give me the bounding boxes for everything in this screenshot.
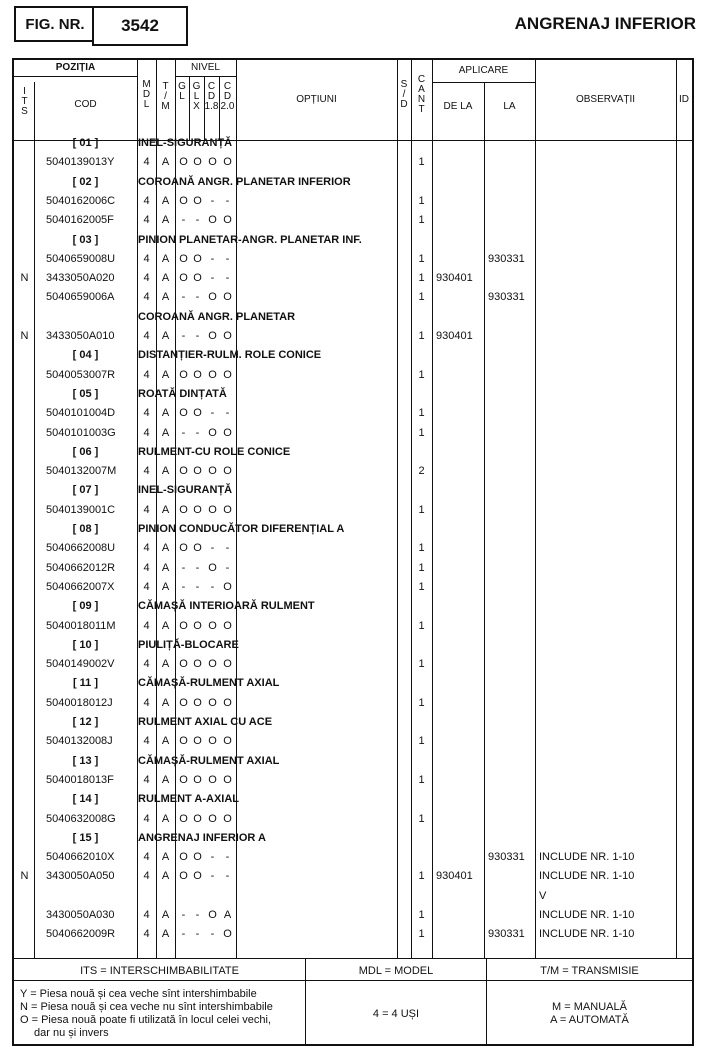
grid-vline: [432, 60, 433, 958]
part-code: 5040139013Y: [46, 156, 115, 169]
level-mark: O: [223, 503, 232, 516]
cant-value: 1: [418, 407, 425, 420]
part-code: 5040132007M: [46, 465, 117, 478]
tm-value: A: [161, 909, 170, 921]
mdl-value: 4: [143, 426, 150, 439]
level-mark: O: [223, 291, 232, 304]
part-code: 3433050A020: [46, 272, 115, 285]
col-nivel-4: C D 2.0: [220, 81, 235, 112]
tm-value: A: [161, 252, 170, 265]
observation-value: INCLUDE NR. 1-10: [539, 851, 635, 864]
mdl-value: 4: [143, 696, 150, 709]
level-mark: -: [225, 870, 230, 883]
tm-value: A: [161, 368, 170, 381]
option-label: COROANĂ ANGR. PLANETAR INFERIOR: [138, 175, 351, 188]
col-optiuni: OPȚIUNI: [296, 94, 337, 105]
mdl-value: 4: [143, 272, 150, 285]
cant-value: 1: [418, 291, 425, 304]
grid-hline: [14, 76, 137, 77]
tm-value: A: [161, 696, 170, 709]
observation-value: INCLUDE NR. 1-10: [539, 870, 635, 883]
level-mark: -: [195, 214, 200, 227]
level-mark: O: [208, 773, 217, 786]
la-value: 930331: [488, 252, 525, 265]
level-mark: O: [208, 909, 217, 921]
legend-m: M = MANUALĂ: [552, 1001, 627, 1013]
mdl-value: 4: [143, 156, 150, 169]
level-mark: O: [223, 928, 232, 941]
position-number: [ 03 ]: [72, 233, 99, 246]
mdl-value: 4: [143, 909, 150, 921]
level-mark: O: [193, 407, 202, 420]
level-mark: O: [223, 465, 232, 478]
level-mark: O: [193, 503, 202, 516]
level-mark: -: [195, 426, 200, 439]
level-mark: O: [179, 773, 188, 786]
level-mark: O: [223, 696, 232, 709]
grid-vline: [236, 60, 237, 958]
option-label: INEL-SIGURANȚĂ: [138, 137, 233, 149]
tm-value: A: [161, 658, 170, 671]
level-mark: -: [195, 928, 200, 941]
col-nivel-1: G L: [178, 81, 186, 102]
cant-value: 1: [418, 542, 425, 555]
mdl-value: 4: [143, 368, 150, 381]
col-tm: T / M: [161, 81, 170, 112]
level-mark: -: [181, 330, 186, 342]
level-mark: O: [179, 465, 188, 478]
mdl-value: 4: [143, 851, 150, 864]
position-number: [ 02 ]: [72, 175, 99, 188]
level-mark: O: [208, 426, 217, 439]
cant-value: 1: [418, 194, 425, 207]
grid-hline: [14, 958, 692, 959]
position-number: [ 10 ]: [72, 638, 99, 651]
part-code: 5040018013F: [46, 773, 114, 786]
tm-value: A: [161, 156, 170, 169]
position-number: [ 12 ]: [72, 716, 99, 728]
level-mark: -: [195, 291, 200, 304]
part-code: 5040659006A: [46, 291, 115, 304]
level-mark: O: [179, 619, 188, 632]
option-label: COROANĂ ANGR. PLANETAR: [138, 310, 296, 323]
level-mark: O: [179, 658, 188, 671]
grid-vline: [34, 82, 35, 958]
level-mark: -: [195, 561, 200, 574]
de-la-value: 930401: [436, 870, 473, 883]
level-mark: -: [181, 561, 186, 574]
level-mark: -: [225, 194, 230, 207]
level-mark: O: [223, 773, 232, 786]
option-label: ANGRENAJ INFERIOR A: [138, 831, 266, 844]
level-mark: O: [208, 330, 217, 342]
position-number: [ 09 ]: [72, 600, 99, 613]
level-mark: -: [225, 851, 230, 864]
level-mark: O: [193, 735, 202, 748]
legend-a: A = AUTOMATĂ: [550, 1014, 629, 1026]
col-de-la: DE LA: [443, 101, 473, 112]
part-code: 5040053007R: [46, 368, 116, 381]
level-mark: O: [208, 619, 217, 632]
mdl-value: 4: [143, 870, 150, 883]
level-mark: O: [208, 291, 217, 304]
legend-o-cont: dar nu și invers: [34, 1027, 109, 1039]
col-aplicare: APLICARE: [458, 65, 509, 76]
col-pozitia: POZIȚIA: [55, 62, 96, 73]
position-number: [ 01 ]: [72, 137, 99, 149]
option-label: CĂMAȘĂ-RULMENT AXIAL: [138, 677, 280, 690]
position-number: [ 11 ]: [72, 677, 99, 690]
level-mark: -: [225, 542, 230, 555]
level-mark: O: [223, 330, 232, 342]
cant-value: 1: [418, 773, 425, 786]
cant-value: 1: [418, 426, 425, 439]
level-mark: -: [210, 928, 215, 941]
level-mark: O: [193, 696, 202, 709]
level-mark: O: [179, 735, 188, 748]
level-mark: O: [193, 368, 202, 381]
cant-value: 2: [418, 465, 425, 478]
mdl-value: 4: [143, 252, 150, 265]
mdl-value: 4: [143, 773, 150, 786]
col-cant: C A N T: [417, 74, 426, 115]
cant-value: 1: [418, 812, 425, 825]
part-code: 5040162006C: [46, 194, 116, 207]
level-mark: O: [179, 368, 188, 381]
level-mark: O: [179, 194, 188, 207]
part-code: 5040018012J: [46, 696, 113, 709]
observation-cont: V: [539, 889, 547, 902]
la-value: 930331: [488, 291, 525, 304]
level-mark: O: [223, 735, 232, 748]
part-code: 3430050A050: [46, 870, 115, 883]
level-mark: O: [223, 580, 232, 593]
option-label: ROATĂ DINȚATĂ: [138, 387, 227, 400]
tm-value: A: [161, 407, 170, 420]
part-code: 5040662009R: [46, 928, 116, 941]
tm-value: A: [161, 426, 170, 439]
mdl-value: 4: [143, 503, 150, 516]
grid-vline: [676, 60, 677, 958]
level-mark: O: [179, 870, 188, 883]
observation-value: INCLUDE NR. 1-10: [539, 909, 635, 921]
cant-value: 1: [418, 561, 425, 574]
level-mark: -: [195, 330, 200, 342]
level-mark: -: [210, 580, 215, 593]
fig-number-box: [92, 6, 188, 46]
level-mark: O: [223, 426, 232, 439]
level-mark: O: [208, 735, 217, 748]
observation-value: INCLUDE NR. 1-10: [539, 928, 635, 941]
level-mark: -: [210, 252, 215, 265]
level-mark: O: [179, 407, 188, 420]
option-label: CĂMAȘĂ-RULMENT AXIAL: [138, 754, 280, 767]
option-label: PINION CONDUCĂTOR DIFERENȚIAL A: [138, 523, 345, 535]
cant-value: 1: [418, 580, 425, 593]
mdl-value: 4: [143, 214, 150, 227]
tm-value: A: [161, 465, 170, 478]
part-code: 3430050A030: [46, 909, 115, 921]
level-mark: -: [225, 561, 230, 574]
part-code: 5040139001C: [46, 503, 116, 516]
part-code: 5040132008J: [46, 735, 113, 748]
col-observatii: OBSERVAȚII: [575, 94, 636, 105]
cant-value: 1: [418, 909, 425, 921]
option-label: RULMENT AXIAL CU ACE: [138, 716, 273, 728]
option-label: PIULIȚĂ-BLOCARE: [138, 638, 239, 651]
level-mark: O: [179, 503, 188, 516]
de-la-value: 930401: [436, 330, 473, 342]
position-number: [ 06 ]: [72, 445, 99, 458]
level-mark: O: [179, 812, 188, 825]
part-code: 5040149002V: [46, 658, 115, 671]
option-label: RULMENT-CU ROLE CONICE: [138, 445, 291, 458]
grid-vline: [175, 60, 176, 958]
level-mark: O: [179, 272, 188, 285]
level-mark: O: [223, 368, 232, 381]
part-code: 5040662010X: [46, 851, 115, 864]
level-mark: -: [225, 407, 230, 420]
part-code: 5040162005F: [46, 214, 114, 227]
part-code: 5040632008G: [46, 812, 116, 825]
level-mark: O: [179, 696, 188, 709]
col-la: LA: [503, 101, 516, 112]
cant-value: 1: [418, 156, 425, 169]
level-mark: -: [181, 291, 186, 304]
tm-value: A: [161, 330, 170, 342]
mdl-value: 4: [143, 542, 150, 555]
parts-table: [12, 58, 694, 1046]
part-code: 5040659008U: [46, 252, 116, 265]
part-code: 5040101003G: [46, 426, 116, 439]
level-mark: O: [179, 851, 188, 864]
level-mark: O: [208, 812, 217, 825]
col-nivel-3: C D 1.8: [204, 81, 219, 112]
tm-value: A: [161, 503, 170, 516]
level-mark: O: [193, 465, 202, 478]
cant-value: 1: [418, 658, 425, 671]
level-mark: -: [225, 252, 230, 265]
level-mark: -: [181, 580, 186, 593]
part-code: 5040018011M: [46, 619, 116, 632]
col-its: I T S: [21, 86, 28, 117]
level-mark: O: [208, 503, 217, 516]
position-number: [ 15 ]: [72, 831, 99, 844]
level-mark: O: [193, 851, 202, 864]
mdl-value: 4: [143, 928, 150, 941]
option-label: RULMENT A-AXIAL: [138, 793, 240, 806]
mdl-value: 4: [143, 735, 150, 748]
level-mark: -: [210, 194, 215, 207]
level-mark: -: [210, 272, 215, 285]
tm-value: A: [161, 851, 170, 864]
mdl-value: 4: [143, 812, 150, 825]
position-number: [ 08 ]: [72, 523, 99, 535]
cant-value: 1: [418, 503, 425, 516]
cant-value: 1: [418, 735, 425, 748]
position-number: [ 13 ]: [72, 754, 99, 767]
fig-label: FIG. NR.: [25, 15, 85, 33]
mdl-value: 4: [143, 561, 150, 574]
tm-value: A: [161, 870, 170, 883]
col-mdl: M D L: [142, 79, 151, 110]
tm-value: A: [161, 561, 170, 574]
option-label: DISTANȚIER-RULM. ROLE CONICE: [138, 349, 322, 362]
level-mark: -: [195, 909, 200, 921]
cant-value: 1: [418, 272, 425, 285]
level-mark: O: [208, 658, 217, 671]
mdl-value: 4: [143, 194, 150, 207]
legend-its: ITS = INTERSCHIMBABILITATE: [80, 965, 239, 977]
grid-vline: [484, 82, 485, 958]
de-la-value: 930401: [436, 272, 473, 285]
part-code: 5040662007X: [46, 580, 115, 593]
tm-value: A: [161, 214, 170, 227]
level-mark: O: [193, 194, 202, 207]
tm-value: A: [161, 580, 170, 593]
col-nivel: NIVEL: [191, 62, 220, 73]
legend-usi: 4 = 4 UȘI: [372, 1008, 420, 1020]
option-label: CĂMAȘĂ INTERIOARĂ RULMENT: [138, 600, 315, 613]
level-mark: O: [223, 156, 232, 169]
cant-value: 1: [418, 696, 425, 709]
position-number: [ 04 ]: [72, 349, 99, 362]
col-cod: COD: [74, 99, 97, 110]
mdl-value: 4: [143, 580, 150, 593]
mdl-value: 4: [143, 619, 150, 632]
level-mark: O: [193, 156, 202, 169]
level-mark: -: [210, 870, 215, 883]
level-mark: O: [193, 619, 202, 632]
level-mark: O: [208, 368, 217, 381]
level-mark: O: [193, 812, 202, 825]
grid-vline: [535, 60, 536, 958]
level-mark: O: [208, 465, 217, 478]
mdl-value: 4: [143, 465, 150, 478]
level-mark: O: [193, 542, 202, 555]
legend-mdl: MDL = MODEL: [358, 965, 434, 977]
position-number: [ 14 ]: [72, 793, 99, 806]
legend-o: O = Piesa nouă poate fi utilizată în locul celei vechi,: [20, 1014, 272, 1026]
level-mark: O: [179, 252, 188, 265]
legend-n: N = Piesa nouă și cea veche nu sînt intershimbabile: [20, 1001, 273, 1013]
mdl-value: 4: [143, 407, 150, 420]
tm-value: A: [161, 542, 170, 555]
grid-hline: [432, 82, 535, 83]
part-code: 5040662008U: [46, 542, 116, 555]
level-mark: -: [195, 580, 200, 593]
grid-hline: [14, 980, 692, 981]
cant-value: 1: [418, 214, 425, 227]
level-mark: A: [223, 909, 232, 921]
level-mark: -: [181, 214, 186, 227]
part-code: 5040662012R: [46, 561, 116, 574]
col-id: ID: [679, 94, 689, 105]
fig-label-box: [14, 6, 96, 42]
level-mark: O: [208, 214, 217, 227]
tm-value: A: [161, 928, 170, 941]
tm-value: A: [161, 812, 170, 825]
level-mark: -: [210, 542, 215, 555]
grid-hline: [175, 76, 236, 77]
its-value: N: [20, 330, 29, 342]
la-value: 930331: [488, 928, 525, 941]
part-code: 5040101004D: [46, 407, 116, 420]
level-mark: O: [193, 870, 202, 883]
level-mark: -: [210, 407, 215, 420]
cant-value: 1: [418, 870, 425, 883]
its-value: N: [20, 272, 29, 285]
option-label: PINION PLANETAR-ANGR. PLANETAR INF.: [138, 233, 362, 246]
level-mark: O: [193, 272, 202, 285]
level-mark: -: [210, 851, 215, 864]
cant-value: 1: [418, 252, 425, 265]
col-sd: S / D: [400, 79, 408, 110]
fig-number: 3542: [121, 16, 159, 35]
level-mark: O: [179, 156, 188, 169]
option-label: INEL-SIGURANȚĂ: [138, 484, 233, 497]
position-number: [ 07 ]: [72, 484, 99, 497]
mdl-value: 4: [143, 658, 150, 671]
mdl-value: 4: [143, 291, 150, 304]
level-mark: -: [181, 909, 186, 921]
level-mark: O: [208, 561, 217, 574]
level-mark: O: [179, 542, 188, 555]
level-mark: O: [193, 773, 202, 786]
level-mark: O: [193, 252, 202, 265]
grid-vline: [397, 60, 398, 958]
level-mark: O: [208, 156, 217, 169]
level-mark: -: [225, 272, 230, 285]
level-mark: O: [223, 619, 232, 632]
tm-value: A: [161, 291, 170, 304]
document-title: ANGRENAJ INFERIOR: [514, 14, 696, 33]
level-mark: O: [223, 658, 232, 671]
tm-value: A: [161, 619, 170, 632]
legend-tm: T/M = TRANSMISIE: [540, 965, 639, 977]
level-mark: O: [193, 658, 202, 671]
level-mark: O: [223, 214, 232, 227]
level-mark: -: [181, 426, 186, 439]
part-code: 3433050A010: [46, 330, 115, 342]
la-value: 930331: [488, 851, 525, 864]
cant-value: 1: [418, 368, 425, 381]
mdl-value: 4: [143, 330, 150, 342]
tm-value: A: [161, 194, 170, 207]
cant-value: 1: [418, 619, 425, 632]
tm-value: A: [161, 773, 170, 786]
tm-value: A: [161, 735, 170, 748]
cant-value: 1: [418, 330, 425, 342]
cant-value: 1: [418, 928, 425, 941]
col-nivel-2: G L X: [192, 81, 201, 112]
position-number: [ 05 ]: [72, 387, 99, 400]
level-mark: O: [223, 812, 232, 825]
level-mark: O: [208, 696, 217, 709]
legend-y: Y = Piesa nouă și cea veche sînt intershimbabile: [20, 988, 257, 1000]
level-mark: -: [181, 928, 186, 941]
tm-value: A: [161, 272, 170, 285]
its-value: N: [20, 870, 29, 883]
